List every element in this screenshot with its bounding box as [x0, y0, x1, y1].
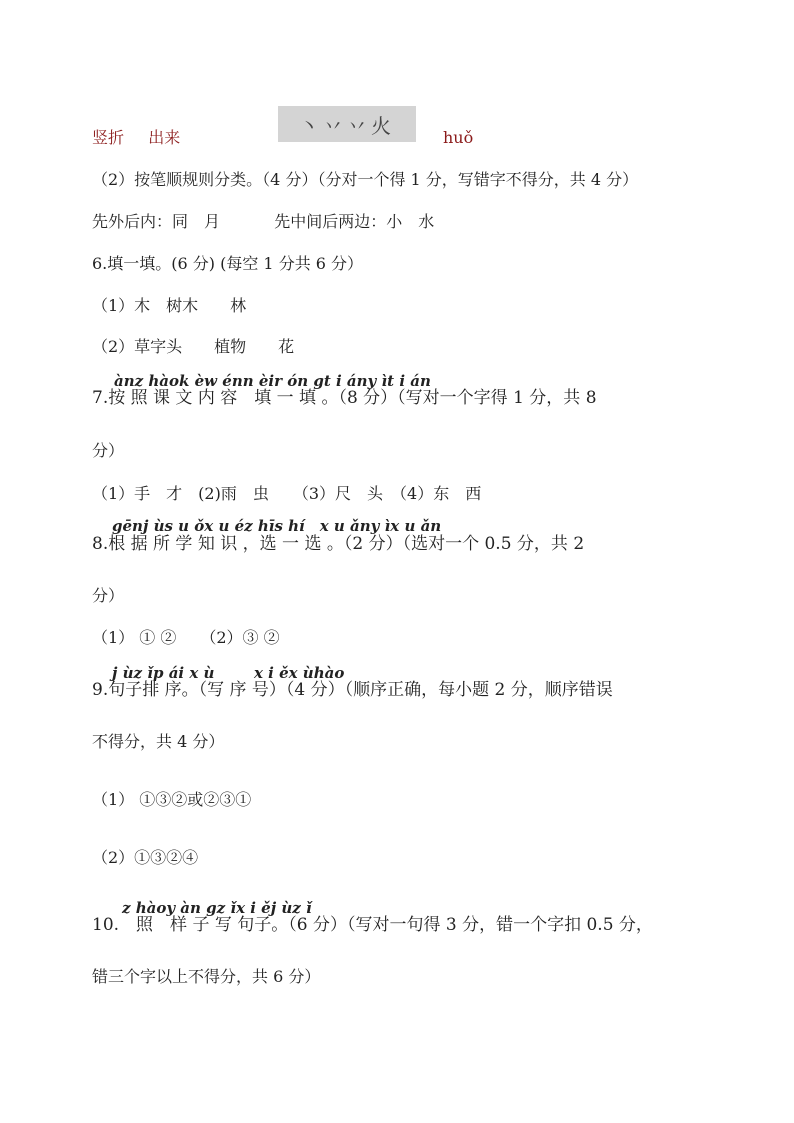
section-2-heading: （2）按笔顺规则分类。（4 分）（分对一个得 1 分，写错字不得分，共 4 分） — [92, 170, 639, 189]
q6-answer-2: （2）草字头 植物 花 — [92, 337, 295, 356]
rule-outside-inside: 先外后内：同 月 — [92, 212, 221, 231]
q9-pinyin-a: j ùz ǐp ái x ù — [112, 664, 215, 682]
answer-chulai: 出来 — [148, 128, 181, 147]
q6-heading: 6.填一填。(6 分) (每空 1 分共 6 分） — [92, 254, 364, 273]
q9-answer-2: （2）①③②④ — [92, 848, 199, 867]
q9-heading-cont: 不得分，共 4 分） — [92, 732, 225, 751]
q10-heading-cont: 错三个字以上不得分，共 6 分） — [92, 967, 321, 986]
q9-pinyin-b: x i ěx ùhào — [254, 664, 345, 682]
stroke-rule-answers — [92, 212, 434, 232]
q8-heading: 8.根 据 所 学 知 识 ，选 一 选 。（2 分）（选对一个 0.5 分，共 2 — [92, 534, 585, 554]
q8-pinyin: gēnj ùs u ǒx u éz hīs hí x u ǎny ìx u ǎn — [112, 517, 442, 535]
q8-heading-cont: 分） — [92, 586, 125, 605]
q7-heading-cont: 分） — [92, 441, 125, 460]
q6-answer-1: （1）木 树木 林 — [92, 296, 247, 315]
q7-pinyin: ànz hàok èw énn èir ón gt i ány ìt i án — [114, 372, 431, 390]
q8-answers: （1） ① ② （2）③ ② — [92, 628, 280, 647]
q9-answer-1: （1） ①③②或②③① — [92, 790, 252, 809]
q9-heading: 9.句子排 序。（写 序 号）（4 分）（顺序正确，每小题 2 分，顺序错误 — [92, 680, 613, 700]
q7-heading: 7.按 照 课 文 内 容 填 一 填 。（8 分）（写对一个字得 1 分，共 8 — [92, 388, 597, 408]
q7-answers: （1）手 才 (2)雨 虫 （3）尺 头 （4）东 西 — [92, 484, 482, 503]
rule-middle-sides: 先中间后两边：小 水 — [274, 212, 435, 231]
pinyin-huo: huǒ — [443, 128, 474, 147]
stroke-order-image: 丶丷丷火 — [278, 106, 416, 142]
q10-heading: 10. 照 样 子 写 句子。（6 分）（写对一句得 3 分，错一个字扣 0.5 分， — [92, 915, 653, 935]
answer-shuzhe: 竖折 — [92, 128, 125, 147]
stroke-answer-left — [92, 128, 180, 148]
q10-pinyin: z hàoy àn gz ǐx i ěj ùz ǐ — [122, 899, 312, 917]
